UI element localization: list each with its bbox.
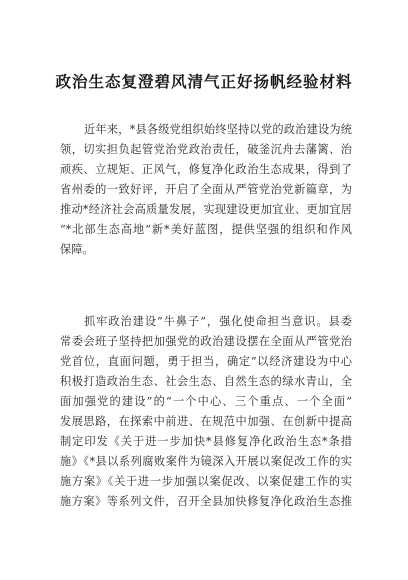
paragraph-line: “*北部生态高地”新*美好蓝图，提供坚强的组织和作风 [60, 223, 352, 236]
paragraph-political-building [60, 312, 352, 512]
paragraph-line: 积极打造政治生态、社会生态、自然生态的绿水青山，全 [60, 375, 352, 388]
paragraph-intro [60, 120, 352, 260]
document-title: 政治生态复澄碧风清气正好扬帆经验材料 [55, 73, 353, 91]
paragraph-line: 领，切实担负起管党治党政治责任，破釜沉舟去藩篱、治 [60, 143, 352, 156]
paragraph-line: 面加强党的建设”的“一个中心、三个重点、一个全面” [60, 395, 352, 408]
paragraph-line: 施方案》等系列文件，召开全县加快修复净化政治生态推 [60, 495, 352, 508]
paragraph-line: 近年来，*县各级党组织始终坚持以党的政治建设为统 [84, 123, 352, 136]
paragraph-line: 省州委的一致好评，开启了全面从严管党治党新篇章，为 [60, 183, 352, 196]
paragraph-line: 施》《*县以系列腐败案件为镜深入开展以案促改工作的实 [60, 455, 352, 468]
paragraph-line: 抓牢政治建设“牛鼻子”，强化使命担当意识。县委 [84, 315, 352, 328]
paragraph-line: 发展思路，在探索中前进、在规范中加强、在创新中提高 [60, 415, 352, 428]
paragraph-line: 保障。 [60, 243, 94, 256]
paragraph-line: 党首位，直面问题，勇于担当，确定“以经济建设为中心 [60, 355, 352, 368]
paragraph-line: 常委会班子坚持把加强党的政治建设摆在全面从严管党治 [60, 335, 352, 348]
paragraph-line: 施方案》《关于进一步加强以案促改、以案促建工作的实 [60, 475, 352, 488]
paragraph-line: 推动*经济社会高质量发展，实现建设更加宜业、更加宜居 [60, 203, 352, 216]
paragraph-line: 顽疾、立规矩、正风气，修复净化政治生态成果，得到了 [60, 163, 352, 176]
paragraph-line: 制定印发《关于进一步加快*县修复净化政治生态*条措 [60, 435, 352, 448]
